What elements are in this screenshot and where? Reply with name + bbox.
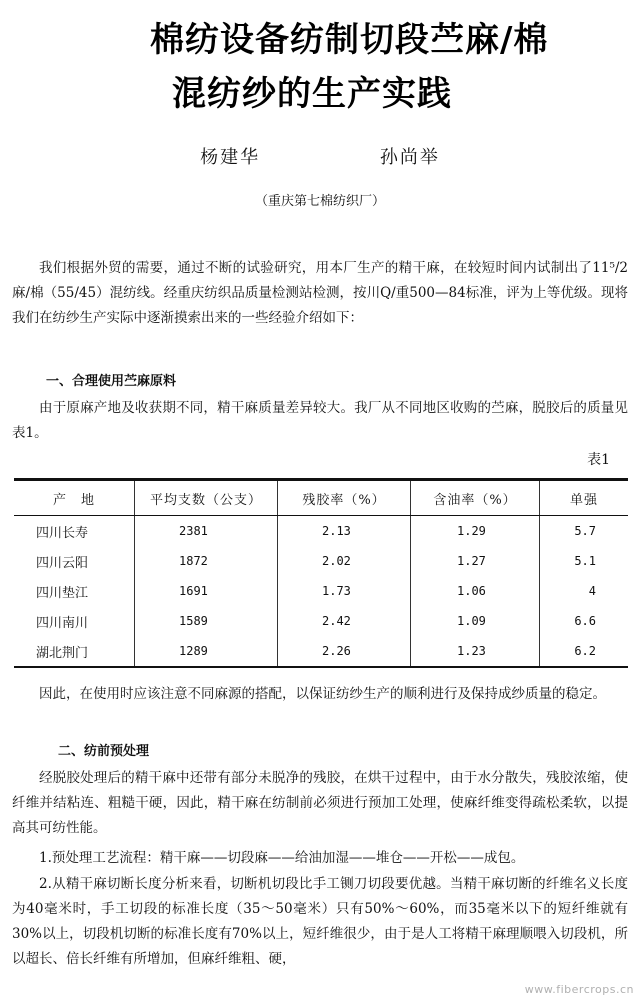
count-cell: 1289 xyxy=(135,636,278,667)
strength-cell: 5.7 xyxy=(540,516,629,547)
count-cell: 2381 xyxy=(135,516,278,547)
column-header-oil-content: 含油率（%） xyxy=(411,480,540,516)
count-cell: 1589 xyxy=(135,606,278,636)
strength-cell: 5.1 xyxy=(540,546,629,576)
residual-gum-cell: 2.13 xyxy=(278,516,411,547)
table-row xyxy=(14,636,628,667)
residual-gum-cell: 1.73 xyxy=(278,576,411,606)
paper-title-line-1: 棉纺设备纺制切段苎麻/棉 xyxy=(150,20,549,60)
table-row xyxy=(14,546,628,576)
author-name: 杨建华 xyxy=(200,147,261,168)
oil-content-cell: 1.06 xyxy=(411,576,540,606)
column-header-strength: 单强 xyxy=(540,480,629,516)
table-row xyxy=(14,576,628,606)
intro-paragraph: 我们根据外贸的需要，通过不断的试验研究，用本厂生产的精干麻，在较短时间内试制出了11⁵/2麻/棉（55/45）混纺线。经重庆纺织品质量检测站检测，按川Q/重500—84标准，评为上等优级。现将我们在纺纱生产实际中逐渐摸索出来的一些经验介绍如下： xyxy=(12,260,628,326)
section-2-item-2: 2.从精干麻切断长度分析来看，切断机切段比手工铡刀切段要优越。当精干麻切断的纤维名义长度为40毫米时，手工切段的标准长度（35～50毫米）只有50%～60%，而35毫米以下的短纤维就有30%以上，切段机切断的标准长度有70%以上，短纤维很少，由于是人工将精干麻理顺喂入切段机，所以超长、倍长纤维有所增加，但麻纤维粗、硬， xyxy=(12,876,628,967)
section-1-heading: 一、合理使用苎麻原料 xyxy=(46,374,177,389)
section-2-paragraph: 经脱胶处理后的精干麻中还带有部分未脱净的残胶，在烘干过程中，由于水分散失，残胶浓缩，使纤维并结粘连、粗糙干硬，因此，精干麻在纺制前必须进行预加工处理，使麻纤维变得疏松柔软，以提高其可纺性能。 xyxy=(12,770,628,836)
column-header-origin: 产 地 xyxy=(14,480,135,516)
table-caption: 表1 xyxy=(587,452,610,468)
strength-cell: 6.2 xyxy=(540,636,629,667)
residual-gum-cell: 2.02 xyxy=(278,546,411,576)
table-row xyxy=(14,606,628,636)
paper-title-line-2: 混纺纱的生产实践 xyxy=(172,74,452,114)
count-cell: 1691 xyxy=(135,576,278,606)
column-header-residual-gum: 残胶率（%） xyxy=(278,480,411,516)
strength-cell: 4 xyxy=(540,576,629,606)
author-affiliation: （重庆第七棉纺织厂） xyxy=(254,194,385,209)
ramie-quality-table xyxy=(14,478,628,668)
site-watermark: www.fibercrops.cn xyxy=(524,983,634,996)
origin-cell: 四川垫江 xyxy=(36,585,89,601)
oil-content-cell: 1.29 xyxy=(411,516,540,547)
section-2-heading: 二、纺前预处理 xyxy=(58,744,150,759)
origin-cell: 四川南川 xyxy=(36,615,89,631)
oil-content-cell: 1.09 xyxy=(411,606,540,636)
origin-cell: 湖北荆门 xyxy=(14,636,135,667)
oil-content-cell: 1.23 xyxy=(411,636,540,667)
table-conclusion-paragraph: 因此，在使用时应该注意不同麻源的搭配，以保证纺纱生产的顺利进行及保持成纱质量的稳定。 xyxy=(39,686,606,702)
residual-gum-cell: 2.26 xyxy=(278,636,411,667)
origin-cell: 四川云阳 xyxy=(36,555,89,571)
author-list xyxy=(0,143,640,169)
oil-content-cell: 1.27 xyxy=(411,546,540,576)
table-row xyxy=(14,516,628,547)
column-header-count: 平均支数（公支） xyxy=(135,480,278,516)
residual-gum-cell: 2.42 xyxy=(278,606,411,636)
author-name: 孙尚举 xyxy=(379,147,440,168)
section-1-paragraph: 由于原麻产地及收获期不同，精干麻质量差异较大。我厂从不同地区收购的苎麻，脱胶后的质量见表1。 xyxy=(12,400,628,441)
strength-cell: 6.6 xyxy=(540,606,629,636)
count-cell: 1872 xyxy=(135,546,278,576)
table-header-row xyxy=(14,480,628,516)
origin-cell: 四川长寿 xyxy=(36,525,89,541)
section-2-item-1: 1.预处理工艺流程：精干麻——切段麻——给油加湿——堆仓——开松——成包。 xyxy=(39,850,525,866)
